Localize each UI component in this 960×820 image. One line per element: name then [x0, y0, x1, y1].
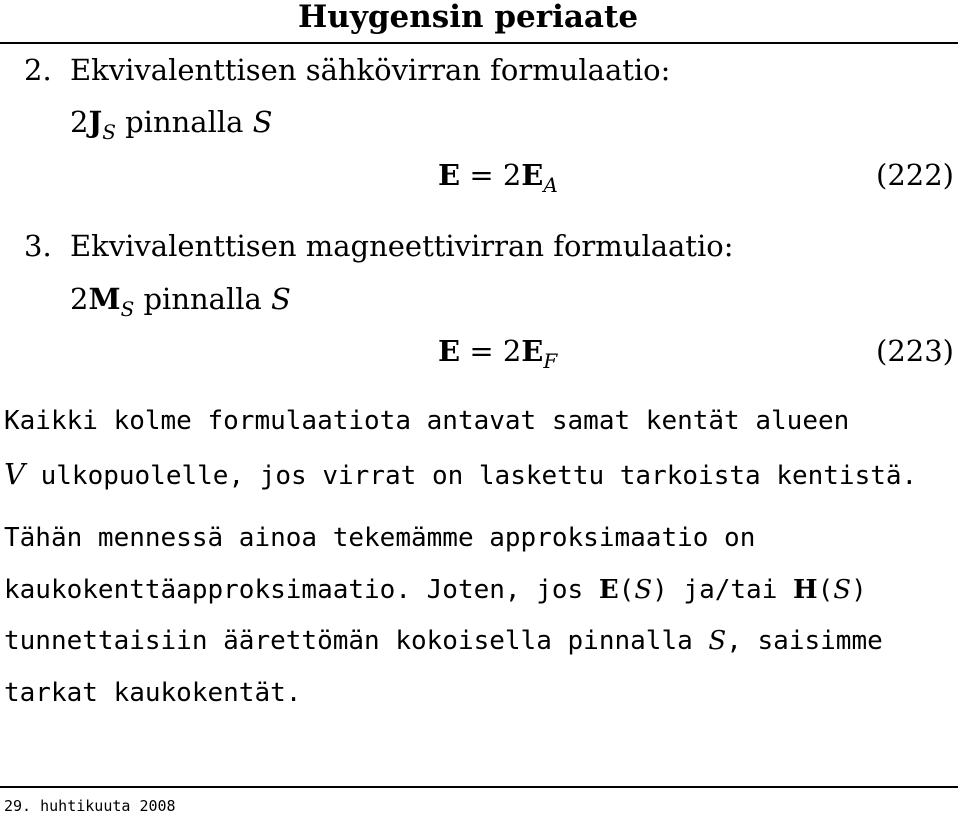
page-title: Huygensin periaate — [298, 0, 639, 35]
item-3-number: 3. — [24, 229, 52, 263]
eq-222-op: = 2 — [460, 158, 522, 192]
item-3-source-line — [70, 281, 291, 321]
para-1-line-2 — [4, 456, 917, 494]
item-3-source-symbol: M — [88, 282, 121, 316]
para-2-line-4: tarkat kaukokentät. — [4, 678, 302, 708]
eq-222-rhs: E — [521, 158, 544, 192]
para-2-close: ) — [851, 575, 867, 605]
eq-223-lhs: E — [438, 334, 461, 368]
item-2-surface: S — [252, 105, 273, 139]
para-1-var-v: V — [4, 457, 25, 491]
eq-223-rhs-sub: F — [543, 349, 558, 373]
equation-number-222: (222) — [876, 158, 954, 192]
equation-222 — [438, 157, 558, 197]
item-3-surface: S — [271, 282, 291, 316]
para-2-line-2-a: kaukokenttäapproksimaatio. Joten, jos — [4, 575, 599, 605]
para-1-line-1: Kaikki kolme formulaatiota antavat samat kentät alueen — [4, 406, 850, 436]
para-2-line-2-mid: ) ja/tai — [652, 575, 794, 605]
item-3-heading-line — [24, 228, 733, 264]
item-2-number: 2. — [24, 53, 52, 87]
eq-222-rhs-sub: A — [543, 173, 558, 197]
item-3-heading: Ekvivalenttisen magneettivirran formulaatio: — [70, 229, 734, 263]
para-2-field-h: H — [793, 575, 818, 605]
item-2-heading-line — [24, 52, 670, 88]
equation-number-223: (223) — [876, 334, 954, 368]
para-2-line-3 — [4, 623, 883, 659]
para-2-surface-2: S — [833, 575, 852, 605]
footer-rule — [0, 786, 958, 788]
para-2-field-e: E — [598, 575, 619, 605]
para-2-line-1: Tähän mennessä ainoa tekemämme approksimaatio on — [4, 523, 756, 553]
para-2-surface-3: S — [708, 626, 727, 656]
eq-222-lhs: E — [438, 158, 461, 192]
item-3-source-prefix: 2 — [70, 282, 89, 316]
para-2-line-3-b: , saisimme — [726, 626, 883, 656]
item-2-source-prefix: 2 — [70, 105, 89, 139]
item-2-source-symbol: J — [88, 105, 103, 139]
item-2-source-sub: S — [102, 120, 116, 144]
footer-date: 29. huhtikuuta 2008 — [4, 797, 176, 815]
para-1-line-2-text: ulkopuolelle, jos virrat on laskettu tarkoista kentistä. — [24, 461, 918, 491]
para-2-paren-1: ( — [618, 575, 635, 605]
equation-223 — [438, 333, 558, 373]
para-2-surface-1: S — [634, 575, 653, 605]
item-2-source-text: pinnalla — [125, 105, 244, 139]
item-3-source-sub: S — [120, 297, 135, 321]
para-2-line-2 — [4, 572, 867, 608]
item-2-heading: Ekvivalenttisen sähkövirran formulaatio: — [70, 53, 671, 87]
para-2-line-3-a: tunnettaisiin äärettömän kokoisella pinnalla — [4, 626, 709, 656]
eq-223-op: = 2 — [460, 334, 522, 368]
item-2-source-line — [70, 104, 273, 144]
eq-223-rhs: E — [521, 334, 544, 368]
header-rule — [0, 42, 958, 44]
item-3-source-text: pinnalla — [143, 282, 262, 316]
para-2-paren-2: ( — [817, 575, 834, 605]
